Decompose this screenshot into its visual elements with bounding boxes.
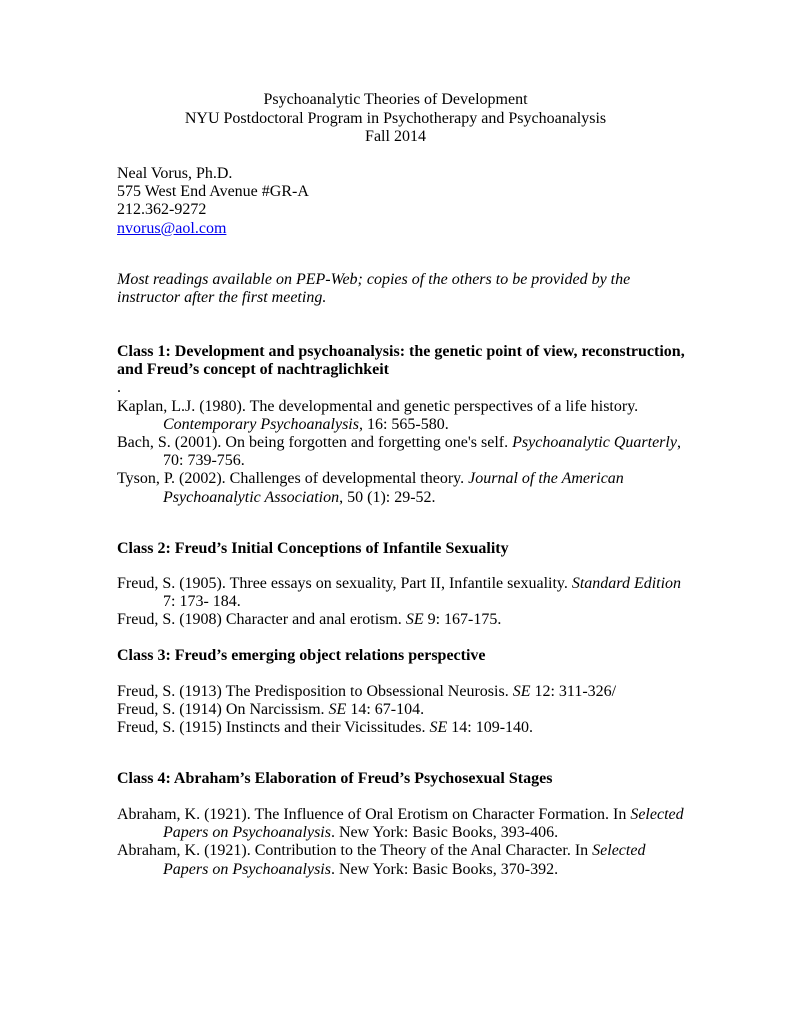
class-4-heading: Class 4: Abraham’s Elaboration of Freud’s Psychosexual Stages [117,770,553,787]
journal-title: Standard Edition [571,575,682,592]
term: Fall 2014 [365,128,426,146]
reference-text: Kaplan, L.J. (1980). The developmental and genetic perspectives of a life history. [117,397,639,415]
journal-title: Papers on Psychoanalysis [163,860,331,878]
reference-text: 70: 739-756. [163,452,245,470]
readings-note [117,271,717,307]
readings-note-line-1: Most readings available on PEP-Web; copies of the others to be provided by the [117,271,631,288]
journal-title: SE [328,701,347,719]
readings-note-line-2: instructor after the first meeting. [117,289,327,307]
class-1-heading-line-2: and Freud’s concept of nachtraglichkeit [117,361,389,379]
reference-text: 7: 173- 184. [163,593,241,611]
instructor-email-link[interactable]: nvorus@aol.com [117,219,227,237]
class-4-section [117,770,717,788]
journal-title: Selected [592,842,646,860]
class-4-readings [117,806,717,879]
journal-title: SE [429,719,448,737]
class-1-section [117,343,717,507]
syllabus-header [0,91,791,147]
program-name: NYU Postdoctoral Program in Psychotherapy and Psychoanalysis [184,109,607,127]
reference-text: , 16: 565-580. [358,415,449,433]
journal-title: Psychoanalytic Quarterly [512,434,677,452]
class-3-section [117,647,717,665]
class-1-heading-line-1: Class 1: Development and psychoanalysis: the genetic point of view, reconstruction, [117,343,685,360]
journal-title: Papers on Psychoanalysis [163,824,331,842]
reference-text: Freud, S. (1908) Character and anal erotism. [117,611,406,629]
reference-text: . New York: Basic Books, 393-406. [330,824,559,842]
reference-entry [117,575,717,611]
class-3-readings [117,683,717,738]
journal-title: SE [512,683,531,700]
reference-entry [117,806,717,842]
reference-entry [117,842,717,878]
journal-title: Journal of the American [468,470,624,488]
reference-text: Abraham, K. (1921). The Influence of Oral Erotism on Character Formation. In [117,806,631,823]
instructor-address: 575 West End Avenue #GR-A [117,183,309,201]
class-3-heading: Class 3: Freud’s emerging object relations perspective [117,647,486,664]
reference-text: , 50 (1): 29-52. [339,488,436,506]
reference-text: Freud, S. (1905). Three essays on sexuality, Part II, Infantile sexuality. [117,575,572,592]
course-title: Psychoanalytic Theories of Development [263,91,528,108]
reference-text: Tyson, P. (2002). Challenges of developmental theory. [117,470,469,488]
class-2-heading: Class 2: Freud’s Initial Conceptions of Infantile Sexuality [117,540,509,557]
reference-text: Freud, S. (1915) Instincts and their Vicissitudes. [117,719,430,737]
class-2-section [117,540,717,558]
journal-title: Contemporary Psychoanalysis [163,415,359,433]
journal-title: SE [405,611,424,629]
class-2-readings [117,575,717,630]
reference-entry [117,611,717,629]
reference-text: Bach, S. (2001). On being forgotten and forgetting one's self. [117,434,513,452]
journal-title: Selected [630,806,684,823]
reference-text: Freud, S. (1914) On Narcissism. [117,701,329,719]
reference-text: , [676,434,681,452]
reference-text: 14: 67-104. [346,701,425,719]
reference-entry [117,470,717,506]
reference-text: 12: 311-326/ [530,683,617,700]
reference-entry [117,719,717,737]
journal-title: Psychoanalytic Association [163,488,340,506]
instructor-contact [117,165,717,238]
reference-entry [117,398,717,434]
instructor-phone: 212.362-9272 [117,201,207,219]
class-1-dot: . [117,379,121,397]
reference-entry [117,701,717,719]
reference-text: . New York: Basic Books, 370-392. [330,860,559,878]
instructor-name: Neal Vorus, Ph.D. [117,165,233,182]
reference-text: Freud, S. (1913) The Predisposition to Obsessional Neurosis. [117,683,513,700]
reference-entry [117,683,717,701]
reference-entry [117,434,717,470]
reference-text: Abraham, K. (1921). Contribution to the Theory of the Anal Character. In [117,842,593,860]
reference-text: 9: 167-175. [423,611,502,629]
reference-text: 14: 109-140. [447,719,534,737]
